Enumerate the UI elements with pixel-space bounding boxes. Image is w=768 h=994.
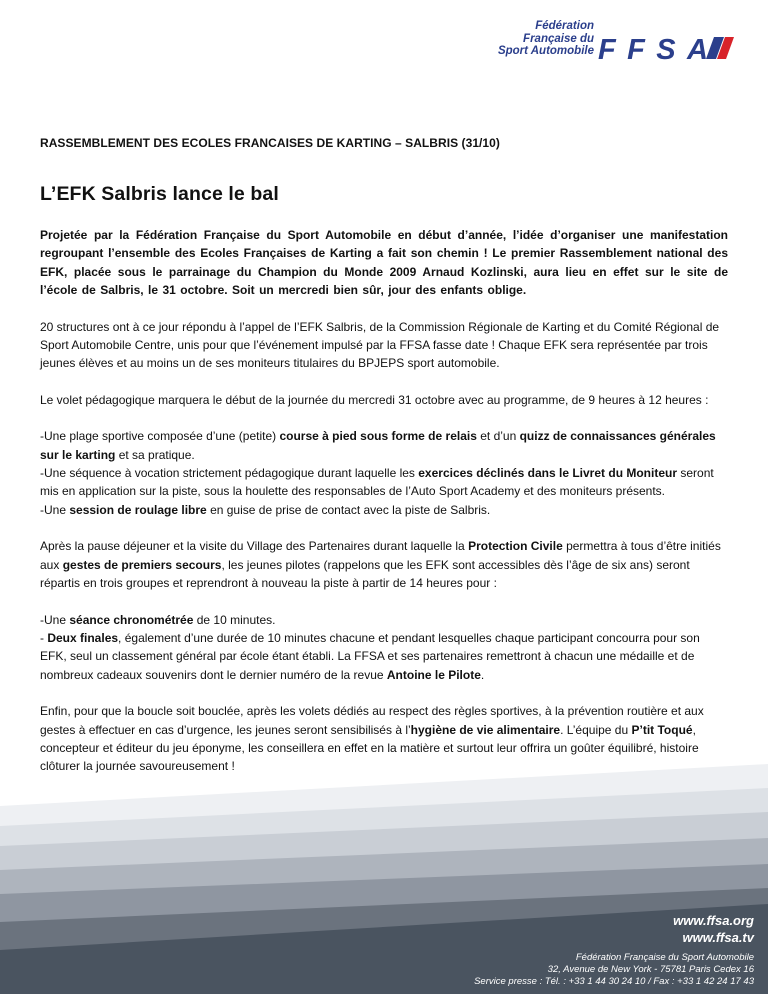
footer-org: Fédération Française du Sport Automobile [575,952,754,963]
logo-wordmark [498,20,594,58]
logo-line-1: Fédération [535,20,594,32]
article-kicker: RASSEMBLEMENT DES ECOLES FRANCAISES DE KARTING – SALBRIS (31/10) [40,136,500,150]
paragraph-conclusion: Enfin, pour que la boucle soit bouclée, après les volets dédiés au respect des règles sportives, à la prévention routière et aux gestes à effectuer en cas d’urgence, les jeunes seront sensibilisés à l’hygiène de vie alimentaire. L’équipe du P’tit Toqué, concepteur et éditeur du jeu éponyme, les conseillera en effet en la matière et surtout leur offrira un goûter équilibré, histoire clôturer la journée savoureusement ! [40,704,704,774]
paragraph-morning-intro: Le volet pédagogique marquera le début de la journée du mercredi 31 octobre avec au programme, de 9 heures à 12 heures : [40,392,709,407]
morning-item-3: -Une session de roulage libre en guise de prise de contact avec la piste de Salbris. [40,502,491,517]
ffsa-logo [434,18,734,76]
footer-street: 32, Avenue de New York - 75781 Paris Cedex 16 [547,964,754,975]
article-title: L’EFK Salbris lance le bal [40,183,279,205]
article-lead: Projetée par la Fédération Française du Sport Automobile en début d’année, l’idée d’organiser une manifestation regroupant l’ensemble des Ecoles Françaises de Karting a fait son chemin ! Le premier Rassemblement national des EFK, placée sous le parrainage du Champion du Monde 2009 Arnaud Kozlinski, aura lieu en effet sur le site de l’école de Salbris, le 31 octobre. Soit un mercredi bien sûr, jour des enfants oblige. [40,228,728,298]
footer-link-ffsa-org[interactable]: www.ffsa.org [673,913,754,928]
paragraph-structures: 20 structures ont à ce jour répondu à l’appel de l’EFK Salbris, de la Commission Régionale de Karting et du Comité Régional de Sport Automobile Centre, unis pour que l’événement impulsé par la FFSA fasse date ! Chaque EFK sera représentée par trois jeunes élèves et au moins un de ses moniteurs titulaires du BPJEPS sport automobile. [40,319,720,371]
footer-info [474,912,754,988]
logo-mark-text: FFSA [598,34,708,62]
article [40,136,728,776]
footer-link-ffsa-tv[interactable]: www.ffsa.tv [682,930,754,945]
paragraph-afternoon-intro: Après la pause déjeuner et la visite du Village des Partenaires durant laquelle la Protection Civile permettra à tous d’être initiés aux gestes de premiers secours, les jeunes pilotes (rappelons que les EFK sont accessibles dès l’âge de six ans) seront répartis en trois groupes et reprendront à nouveau la piste à partir de 14 heures pour : [40,539,721,591]
afternoon-item-1: -Une séance chronométrée de 10 minutes. [40,612,276,627]
morning-program [40,427,728,519]
ffsa-logo-mark [598,34,734,62]
morning-item-1: -Une plage sportive composée d’une (petite) course à pied sous forme de relais et d’un quizz de connaissances générales sur le karting et sa pratique. [40,429,716,462]
footer-contact: Service presse : Tél. : +33 1 44 30 24 10 / Fax : +33 1 42 24 17 43 [474,976,754,987]
morning-item-2: -Une séquence à vocation strictement pédagogique durant laquelle les exercices déclinés dans le Livret du Moniteur seront mis en application sur la piste, sous la houlette des responsables de l’Auto Sport Academy et des moniteurs présents. [40,466,714,499]
footer-address [474,952,754,988]
afternoon-item-2: - Deux finales, également d’une durée de 10 minutes chacune et pendant lesquelles chaque participant concourra pour son EFK, seul un classement général par école étant établi. La FFSA et ses partenaires remettront à chacun une médaille et de nombreux cadeaux souvenirs dont le dernier numéro de la revue Antoine le Pilote. [40,630,700,682]
logo-line-2: Française du [523,32,594,45]
logo-line-3: Sport Automobile [497,45,594,57]
afternoon-program [40,611,728,685]
